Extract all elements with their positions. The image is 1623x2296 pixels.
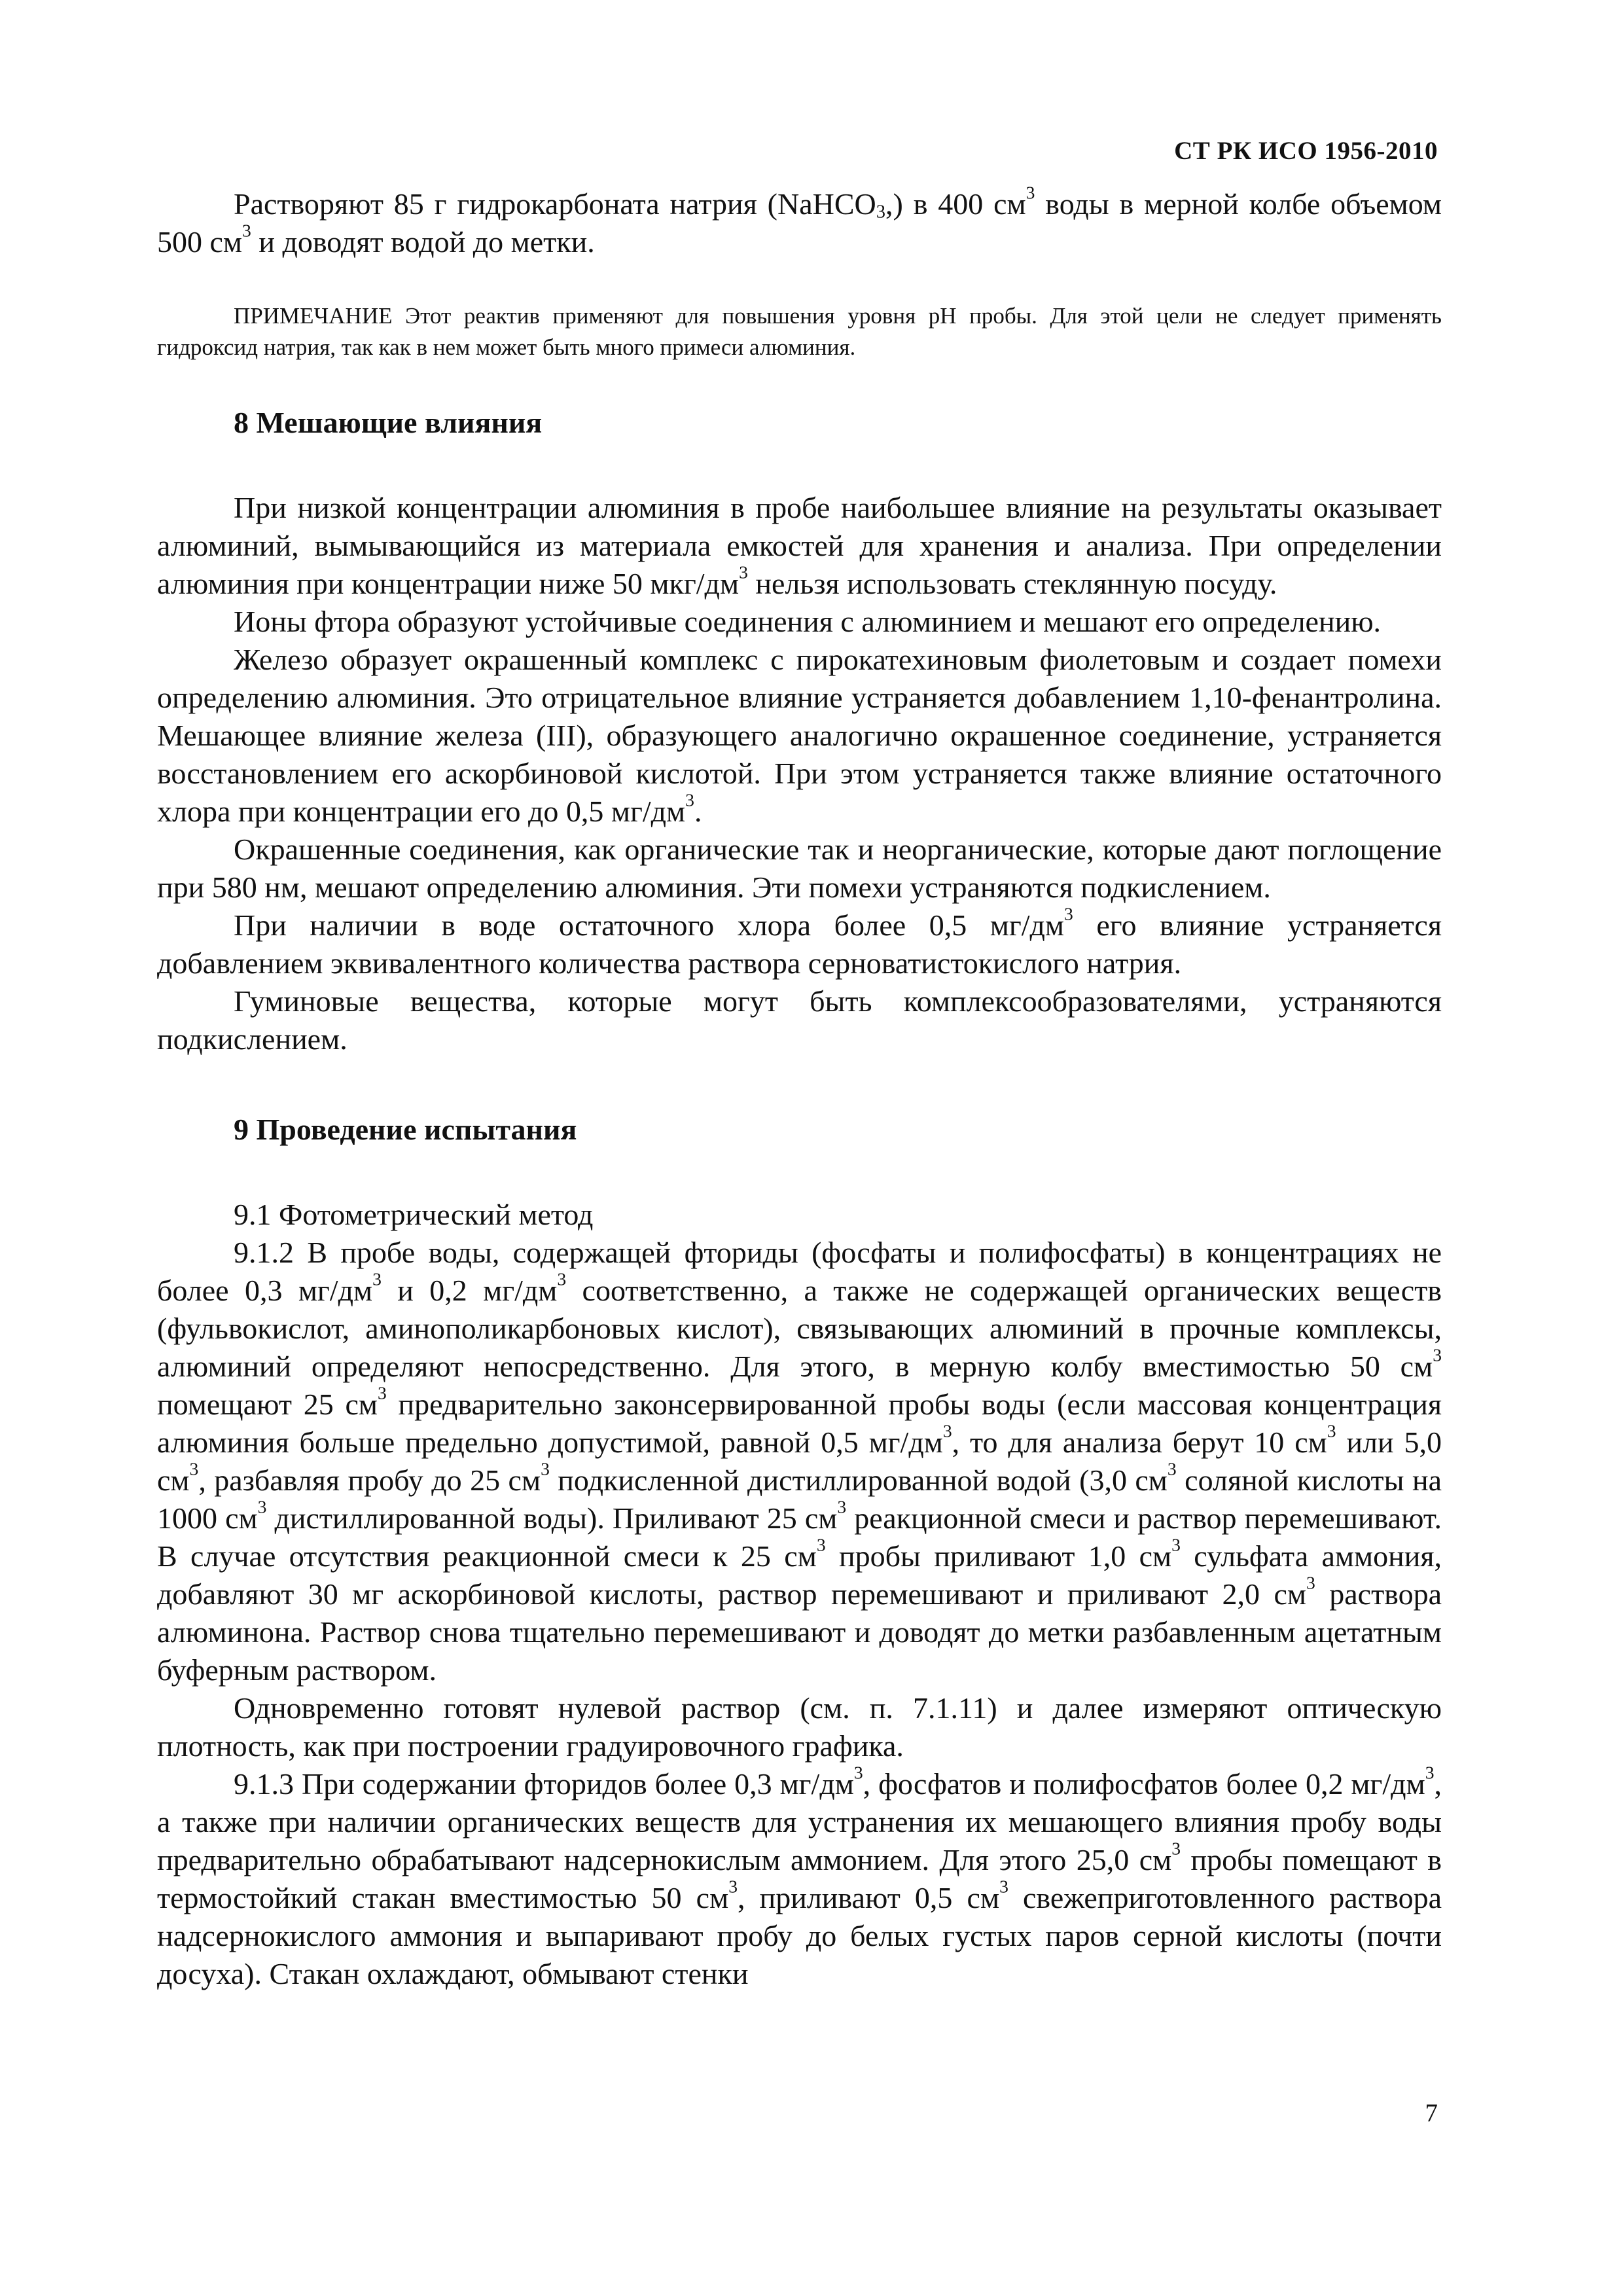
paragraph-blank-solution: Одновременно готовят нулевой раствор (см. п. 7.1.11) и далее измеряют оптическую плотность, как при построении градуировочного графика.	[157, 1691, 1442, 1763]
paragraph-colored-compounds: Окрашенные соединения, как органические так и неорганические, которые дают поглощение при 580 нм, мешают определению алюминия. Эти помехи устраняются подкислением.	[157, 833, 1442, 904]
document-code-header: СТ РК ИСО 1956-2010	[1174, 137, 1438, 165]
paragraph-low-concentration: При низкой концентрации алюминия в пробе наибольшее влияние на результаты оказывает алюминий, вымывающийся из материала емкостей для хранения и анализа. При определении алюминия при концентрации ниже 50 мкг/$дм^3$ нельзя использовать стеклянную посуду.	[157, 491, 1442, 600]
section-heading-9: 9 Проведение испытания	[234, 1113, 577, 1146]
paragraph-humic-substances: Гуминовые вещества, которые могут быть комплексообразователями, устраняются подкислением.	[157, 984, 1442, 1056]
paragraph-9-1-3: 9.1.3 При содержании фторидов более 0,3 $мг/дм^3$, фосфатов и полифосфатов более 0,2 $мг/дм^3$, а также при наличии органических веществ для устранения их мешающего влияния пробу воды предварительно обрабатывают надсернокислым аммонием. Для этого 25,0 $см^3$ пробы помещают в термостойкий стакан вместимостью 50 $см^3$, приливают 0,5 $см^3$ свежеприготовленного раствора надсернокислого аммония и выпаривают пробу до белых густых паров серной кислоты (почти досуха). Стакан охлаждают, обмывают стенки	[157, 1762, 1442, 1990]
page-body	[157, 182, 1442, 1993]
paragraph-9-1-2: 9.1.2 В пробе воды, содержащей фториды (фосфаты и полифосфаты) в концентрациях не более 0,3 $мг/дм^3$ и 0,2 $мг/дм^3$ соответственно, а также не содержащей органических веществ (фульвокислот, аминополикарбоновых кислот), связывающих алюминий в прочные комплексы, алюминий определяют непосредственно. Для этого, в мерную колбу вместимостью 50 $см^3$ помещают 25 $см^3$ предварительно законсервированной пробы воды (если массовая концентрация алюминия больше предельно допустимой, равной 0,5 $мг/дм^3$, то для анализа берут 10 $см^3$ или 5,0 $см^3$, разбавляя пробу до 25 $см^3$ подкисленной дистиллированной водой (3,0 $см^3$ соляной кислоты на 1000 $см^3$ дистиллированной воды). Приливают 25 $см^3$ реакционной смеси и раствор перемешивают. В случае отсутствия реакционной смеси к 25 $см^3$ пробы приливают 1,0 $см^3$ сульфата аммония, добавляют 30 мг аскорбиновой кислоты, раствор перемешивают и приливают 2,0 $см^3$ раствора алюминона. Раствор снова тщательно перемешивают и доводят до метки разбавленным ацетатным буферным раствором.	[157, 1236, 1442, 1687]
paragraph-reagent-preparation: Растворяют 85 г гидрокарбоната натрия (NaHCO$_3$,) в 400 $см^3$ воды в мерной колбе объемом 500 $см^3$ и доводят водой до метки.	[157, 182, 1442, 259]
section-heading-8: 8 Мешающие влияния	[234, 406, 543, 439]
paragraph-iron-interference: Железо образует окрашенный комплекс с пирокатехиновым фиолетовым и создает помехи определению алюминия. Это отрицательное влияние устраняется добавлением 1,10-фенантролина. Мешающее влияние железа (III), образующего аналогично окрашенное соединение, устраняется восстановлением его аскорбиновой кислотой. При этом устраняется также влияние остаточного хлора при концентрации его до 0,5 $мг/дм^3$.	[157, 643, 1442, 828]
page-number: 7	[1425, 2099, 1438, 2127]
note-paragraph: ПРИМЕЧАНИЕ Этот реактив применяют для повышения уровня pH пробы. Для этой цели не следует применять гидроксид натрия, так как в нем может быть много примеси алюминия.	[157, 303, 1442, 360]
paragraph-fluoride-ions: Ионы фтора образуют устойчивые соединения с алюминием и мешают его определению.	[234, 605, 1382, 638]
subsection-heading-9-1: 9.1 Фотометрический метод	[234, 1198, 594, 1231]
paragraph-residual-chlorine: При наличии в воде остаточного хлора более 0,5 $мг/дм^3$ его влияние устраняется добавлением эквивалентного количества раствора серноватистокислого натрия.	[157, 903, 1442, 980]
